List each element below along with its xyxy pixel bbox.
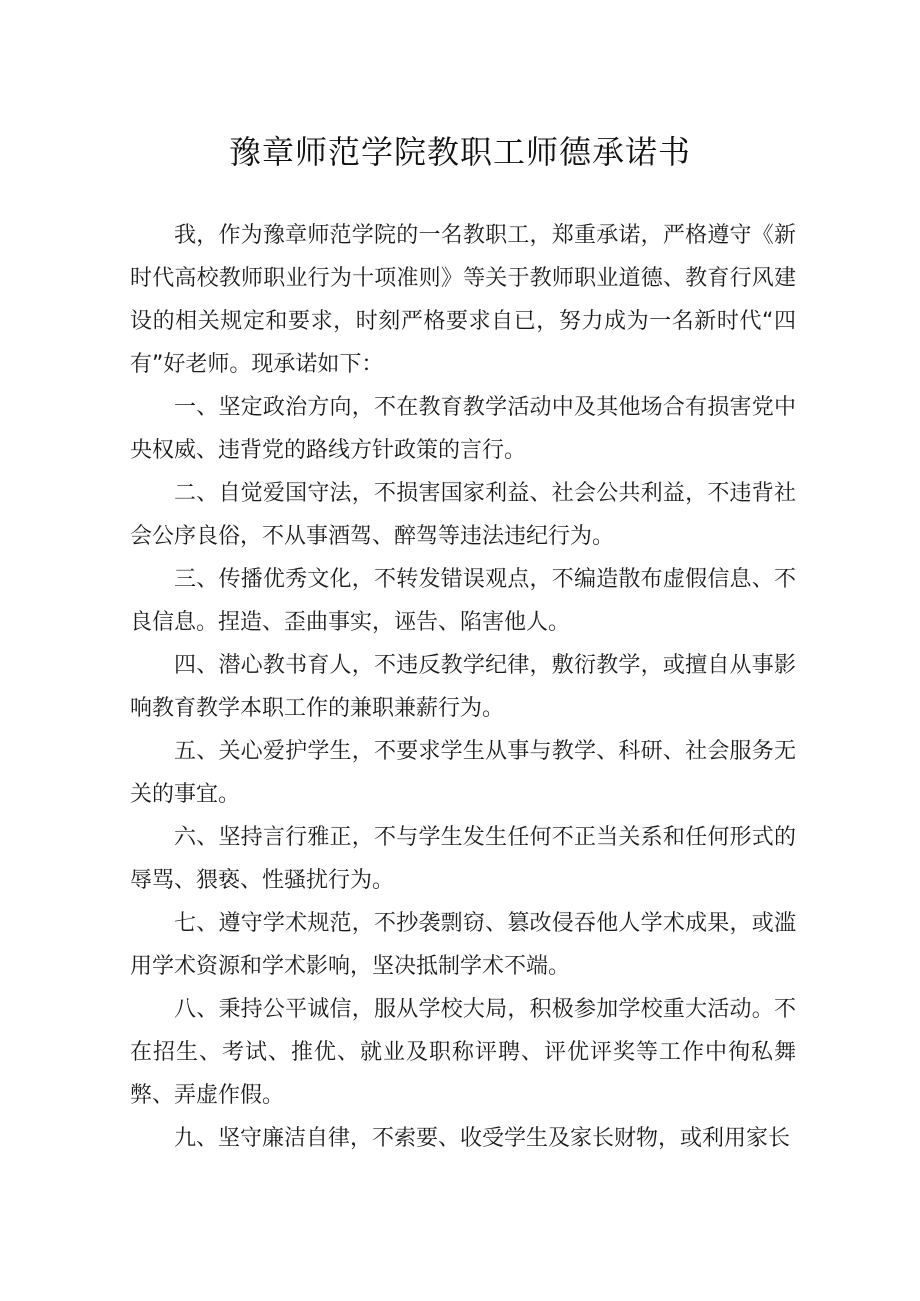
pledge-item-6: 六、坚持言行雅正，不与学生发生任何不正当关系和任何形式的辱骂、猥亵、性骚扰行为。 bbox=[130, 825, 796, 893]
pledge-item-1: 一、坚定政治方向，不在教育教学活动中及其他场合有损害党中央权威、违背党的路线方针政策的言行。 bbox=[130, 395, 796, 463]
document-body bbox=[130, 214, 796, 1160]
pledge-item-3: 三、传播优秀文化，不转发错误观点，不编造散布虚假信息、不良信息。捏造、歪曲事实，诬告、陷害他人。 bbox=[130, 567, 796, 635]
document-title: 豫章师范学院教职工师德承诺书 bbox=[228, 133, 691, 171]
pledge-item-4: 四、潜心教书育人，不违反教学纪律，敷衍教学，或擅自从事影响教育教学本职工作的兼职兼薪行为。 bbox=[130, 653, 796, 721]
intro-paragraph: 我，作为豫章师范学院的一名教职工，郑重承诺，严格遵守《新时代高校教师职业行为十项准则》等关于教师职业道德、教育行风建设的相关规定和要求，时刻严格要求自已，努力成为一名新时代“四有”好老师。现承诺如下： bbox=[130, 223, 796, 377]
pledge-item-5: 五、关心爱护学生，不要求学生从事与教学、科研、社会服务无关的事宜。 bbox=[130, 739, 796, 807]
pledge-item-8: 八、秉持公平诚信，服从学校大局，积极参加学校重大活动。不在招生、考试、推优、就业及职称评聘、评优评奖等工作中徇私舞弊、弄虚作假。 bbox=[130, 997, 796, 1108]
pledge-item-9: 九、坚守廉洁自律，不索要、收受学生及家长财物，或利用家长 bbox=[174, 1126, 791, 1151]
pledge-item-7: 七、遵守学术规范，不抄袭剽窃、篡改侵吞他人学术成果，或滥用学术资源和学术影响，坚决抵制学术不端。 bbox=[130, 911, 796, 979]
pledge-item-2: 二、自觉爱国守法，不损害国家利益、社会公共利益，不违背社会公序良俗，不从事酒驾、醉驾等违法违纪行为。 bbox=[130, 481, 796, 549]
